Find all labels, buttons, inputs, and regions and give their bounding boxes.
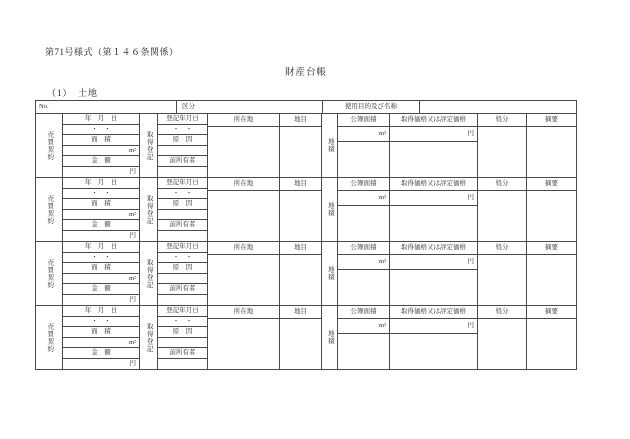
disposal-column — [478, 114, 527, 177]
location-column — [208, 178, 280, 241]
contract-date-label: 年 月 日 — [63, 242, 139, 253]
price-header: 取得価格又は評定価格 — [390, 242, 477, 255]
price-header: 取得価格又は評定価格 — [390, 178, 477, 191]
contract-column — [36, 306, 63, 369]
cause-value-cell — [158, 210, 207, 221]
category-header: 区分 — [177, 101, 323, 113]
area-label: 面 積 — [63, 199, 139, 210]
contract-date-dots: ・ ・ — [63, 317, 139, 328]
area-unit: m² — [63, 274, 139, 285]
purpose-header: 使用目的及び名称 — [323, 101, 420, 113]
contract-label: 売買契約 — [46, 322, 54, 353]
contract-date-label: 年 月 日 — [63, 114, 139, 125]
registration-fields-column — [158, 306, 208, 369]
land-category-header: 地目 — [280, 242, 321, 255]
previous-owner-value-cell — [158, 231, 207, 242]
record-blocks — [36, 114, 576, 369]
land-area-label: 地積 — [326, 330, 334, 345]
remarks-value-cell — [527, 191, 576, 241]
amount-label: 金 額 — [63, 348, 139, 359]
previous-owner-label: 前所有者 — [158, 220, 207, 231]
contract-label: 売買契約 — [46, 258, 54, 289]
contract-date-label: 年 月 日 — [63, 178, 139, 189]
contract-fields-column — [63, 306, 140, 369]
location-column — [208, 306, 280, 369]
location-value-cell — [208, 191, 279, 241]
disposal-value-cell — [478, 319, 526, 369]
land-category-column — [280, 306, 322, 369]
price-header: 取得価格又は評定価格 — [390, 114, 477, 127]
contract-column — [36, 242, 63, 305]
registered-area-value-cell — [338, 206, 389, 241]
disposal-header: 処分 — [478, 242, 526, 255]
previous-owner-value-cell — [158, 167, 207, 178]
amount-unit: 円 — [129, 168, 136, 176]
registered-area-unit: m² — [338, 319, 389, 334]
land-register-table — [35, 100, 577, 370]
location-value-cell — [208, 319, 279, 369]
section-title: （1） 土地 — [47, 88, 99, 98]
cause-label: 原 因 — [158, 199, 207, 210]
disposal-value-cell — [478, 127, 526, 177]
cause-label: 原 因 — [158, 263, 207, 274]
cause-value-cell — [158, 274, 207, 285]
remarks-header: 摘要 — [527, 178, 576, 191]
purpose-value-cell — [420, 101, 576, 113]
land-area-label-cell — [322, 242, 337, 305]
land-category-header: 地目 — [280, 114, 321, 127]
contract-date-dots: ・ ・ — [63, 189, 139, 200]
price-column — [390, 178, 478, 241]
remarks-header: 摘要 — [527, 114, 576, 127]
registration-fields-column — [158, 242, 208, 305]
registration-date-label: 登記年月日 — [158, 178, 207, 189]
registration-column — [140, 178, 158, 241]
land-category-column — [280, 242, 322, 305]
remarks-value-cell — [527, 319, 576, 369]
registration-label: 取得登記 — [145, 322, 153, 353]
registration-column — [140, 242, 158, 305]
price-header: 取得価格又は評定価格 — [390, 306, 477, 319]
registered-area-header: 公簿面積 — [338, 306, 389, 319]
price-value-cell — [390, 270, 477, 305]
amount-unit: 円 — [129, 232, 136, 240]
registration-label: 取得登記 — [145, 258, 153, 289]
registration-date-label: 登記年月日 — [158, 114, 207, 125]
registered-area-unit: m² — [338, 191, 389, 206]
contract-date-dots: ・ ・ — [63, 125, 139, 136]
previous-owner-value-cell — [158, 295, 207, 306]
disposal-value-cell — [478, 191, 526, 241]
registered-area-unit: m² — [338, 255, 389, 270]
registration-fields-column — [158, 178, 208, 241]
registered-area-column — [338, 242, 390, 305]
remarks-column — [527, 114, 576, 177]
table-header-row — [36, 101, 576, 114]
registration-column — [140, 306, 158, 369]
cause-value-cell — [158, 338, 207, 349]
land-category-column — [280, 114, 322, 177]
contract-date-dots: ・ ・ — [63, 253, 139, 264]
disposal-header: 処分 — [478, 306, 526, 319]
registration-date-dots: ・ ・ — [158, 189, 207, 200]
registered-area-header: 公簿面積 — [338, 114, 389, 127]
location-header: 所在地 — [208, 242, 279, 255]
cause-label: 原 因 — [158, 327, 207, 338]
contract-label-cell — [36, 114, 62, 177]
registration-label: 取得登記 — [145, 130, 153, 161]
land-category-value-cell — [280, 127, 321, 177]
price-column — [390, 242, 478, 305]
land-category-header: 地目 — [280, 306, 321, 319]
amount-label: 金 額 — [63, 220, 139, 231]
land-area-column — [322, 114, 338, 177]
registration-date-label: 登記年月日 — [158, 242, 207, 253]
location-value-cell — [208, 127, 279, 177]
land-category-value-cell — [280, 319, 321, 369]
remarks-column — [527, 178, 576, 241]
previous-owner-value-cell — [158, 359, 207, 370]
disposal-column — [478, 306, 527, 369]
price-unit: 円 — [390, 319, 477, 334]
registration-label-cell — [140, 306, 157, 369]
price-unit: 円 — [390, 191, 477, 206]
amount-label: 金 額 — [63, 284, 139, 295]
form-number: 第71号様式（第１４６条関係） — [45, 47, 179, 57]
land-area-label: 地積 — [326, 266, 334, 281]
land-record-block — [36, 242, 576, 306]
registration-label-cell — [140, 242, 157, 305]
registered-area-header: 公簿面積 — [338, 178, 389, 191]
no-header: No. — [36, 101, 177, 113]
contract-fields-column — [63, 178, 140, 241]
land-category-value-cell — [280, 191, 321, 241]
registration-date-dots: ・ ・ — [158, 125, 207, 136]
registration-date-dots: ・ ・ — [158, 317, 207, 328]
registered-area-value-cell — [338, 142, 389, 177]
land-area-column — [322, 306, 338, 369]
remarks-value-cell — [527, 127, 576, 177]
land-record-block — [36, 114, 576, 178]
amount-label: 金 額 — [63, 156, 139, 167]
registration-label: 取得登記 — [145, 194, 153, 225]
registration-label-cell — [140, 114, 157, 177]
land-area-label-cell — [322, 178, 337, 241]
location-header: 所在地 — [208, 114, 279, 127]
disposal-column — [478, 242, 527, 305]
contract-column — [36, 114, 63, 177]
land-record-block — [36, 306, 576, 369]
land-area-label: 地積 — [326, 138, 334, 153]
cause-value-cell — [158, 146, 207, 157]
amount-unit: 円 — [129, 296, 136, 304]
previous-owner-label: 前所有者 — [158, 284, 207, 295]
price-column — [390, 306, 478, 369]
registered-area-column — [338, 114, 390, 177]
registered-area-header: 公簿面積 — [338, 242, 389, 255]
registered-area-value-cell — [338, 270, 389, 305]
contract-column — [36, 178, 63, 241]
contract-fields-column — [63, 242, 140, 305]
remarks-header: 摘要 — [527, 306, 576, 319]
contract-date-label: 年 月 日 — [63, 306, 139, 317]
price-value-cell — [390, 206, 477, 241]
amount-unit: 円 — [129, 360, 136, 368]
disposal-column — [478, 178, 527, 241]
registered-area-unit: m² — [338, 127, 389, 142]
land-category-column — [280, 178, 322, 241]
remarks-column — [527, 242, 576, 305]
cause-label: 原 因 — [158, 135, 207, 146]
registered-area-column — [338, 306, 390, 369]
document-title: 財産台帳 — [284, 68, 327, 78]
registration-date-label: 登記年月日 — [158, 306, 207, 317]
disposal-header: 処分 — [478, 114, 526, 127]
location-column — [208, 114, 280, 177]
location-value-cell — [208, 255, 279, 305]
contract-label-cell — [36, 306, 62, 369]
previous-owner-label: 前所有者 — [158, 348, 207, 359]
location-header: 所在地 — [208, 178, 279, 191]
price-unit: 円 — [390, 255, 477, 270]
remarks-column — [527, 306, 576, 369]
contract-fields-column — [63, 114, 140, 177]
area-unit: m² — [63, 210, 139, 221]
registration-column — [140, 114, 158, 177]
registration-fields-column — [158, 114, 208, 177]
land-category-value-cell — [280, 255, 321, 305]
remarks-value-cell — [527, 255, 576, 305]
area-label: 面 積 — [63, 263, 139, 274]
area-unit: m² — [63, 146, 139, 157]
location-column — [208, 242, 280, 305]
registered-area-column — [338, 178, 390, 241]
price-value-cell — [390, 142, 477, 177]
land-area-label: 地積 — [326, 202, 334, 217]
contract-label: 売買契約 — [46, 130, 54, 161]
disposal-value-cell — [478, 255, 526, 305]
land-category-header: 地目 — [280, 178, 321, 191]
area-label: 面 積 — [63, 135, 139, 146]
land-area-column — [322, 242, 338, 305]
land-area-label-cell — [322, 306, 337, 369]
registration-label-cell — [140, 178, 157, 241]
price-unit: 円 — [390, 127, 477, 142]
land-record-block — [36, 178, 576, 242]
previous-owner-label: 前所有者 — [158, 156, 207, 167]
contract-label-cell — [36, 242, 62, 305]
contract-label-cell — [36, 178, 62, 241]
price-value-cell — [390, 334, 477, 369]
price-column — [390, 114, 478, 177]
remarks-header: 摘要 — [527, 242, 576, 255]
location-header: 所在地 — [208, 306, 279, 319]
land-area-column — [322, 178, 338, 241]
land-area-label-cell — [322, 114, 337, 177]
contract-label: 売買契約 — [46, 194, 54, 225]
disposal-header: 処分 — [478, 178, 526, 191]
registration-date-dots: ・ ・ — [158, 253, 207, 264]
area-unit: m² — [63, 338, 139, 349]
registered-area-value-cell — [338, 334, 389, 369]
area-label: 面 積 — [63, 327, 139, 338]
